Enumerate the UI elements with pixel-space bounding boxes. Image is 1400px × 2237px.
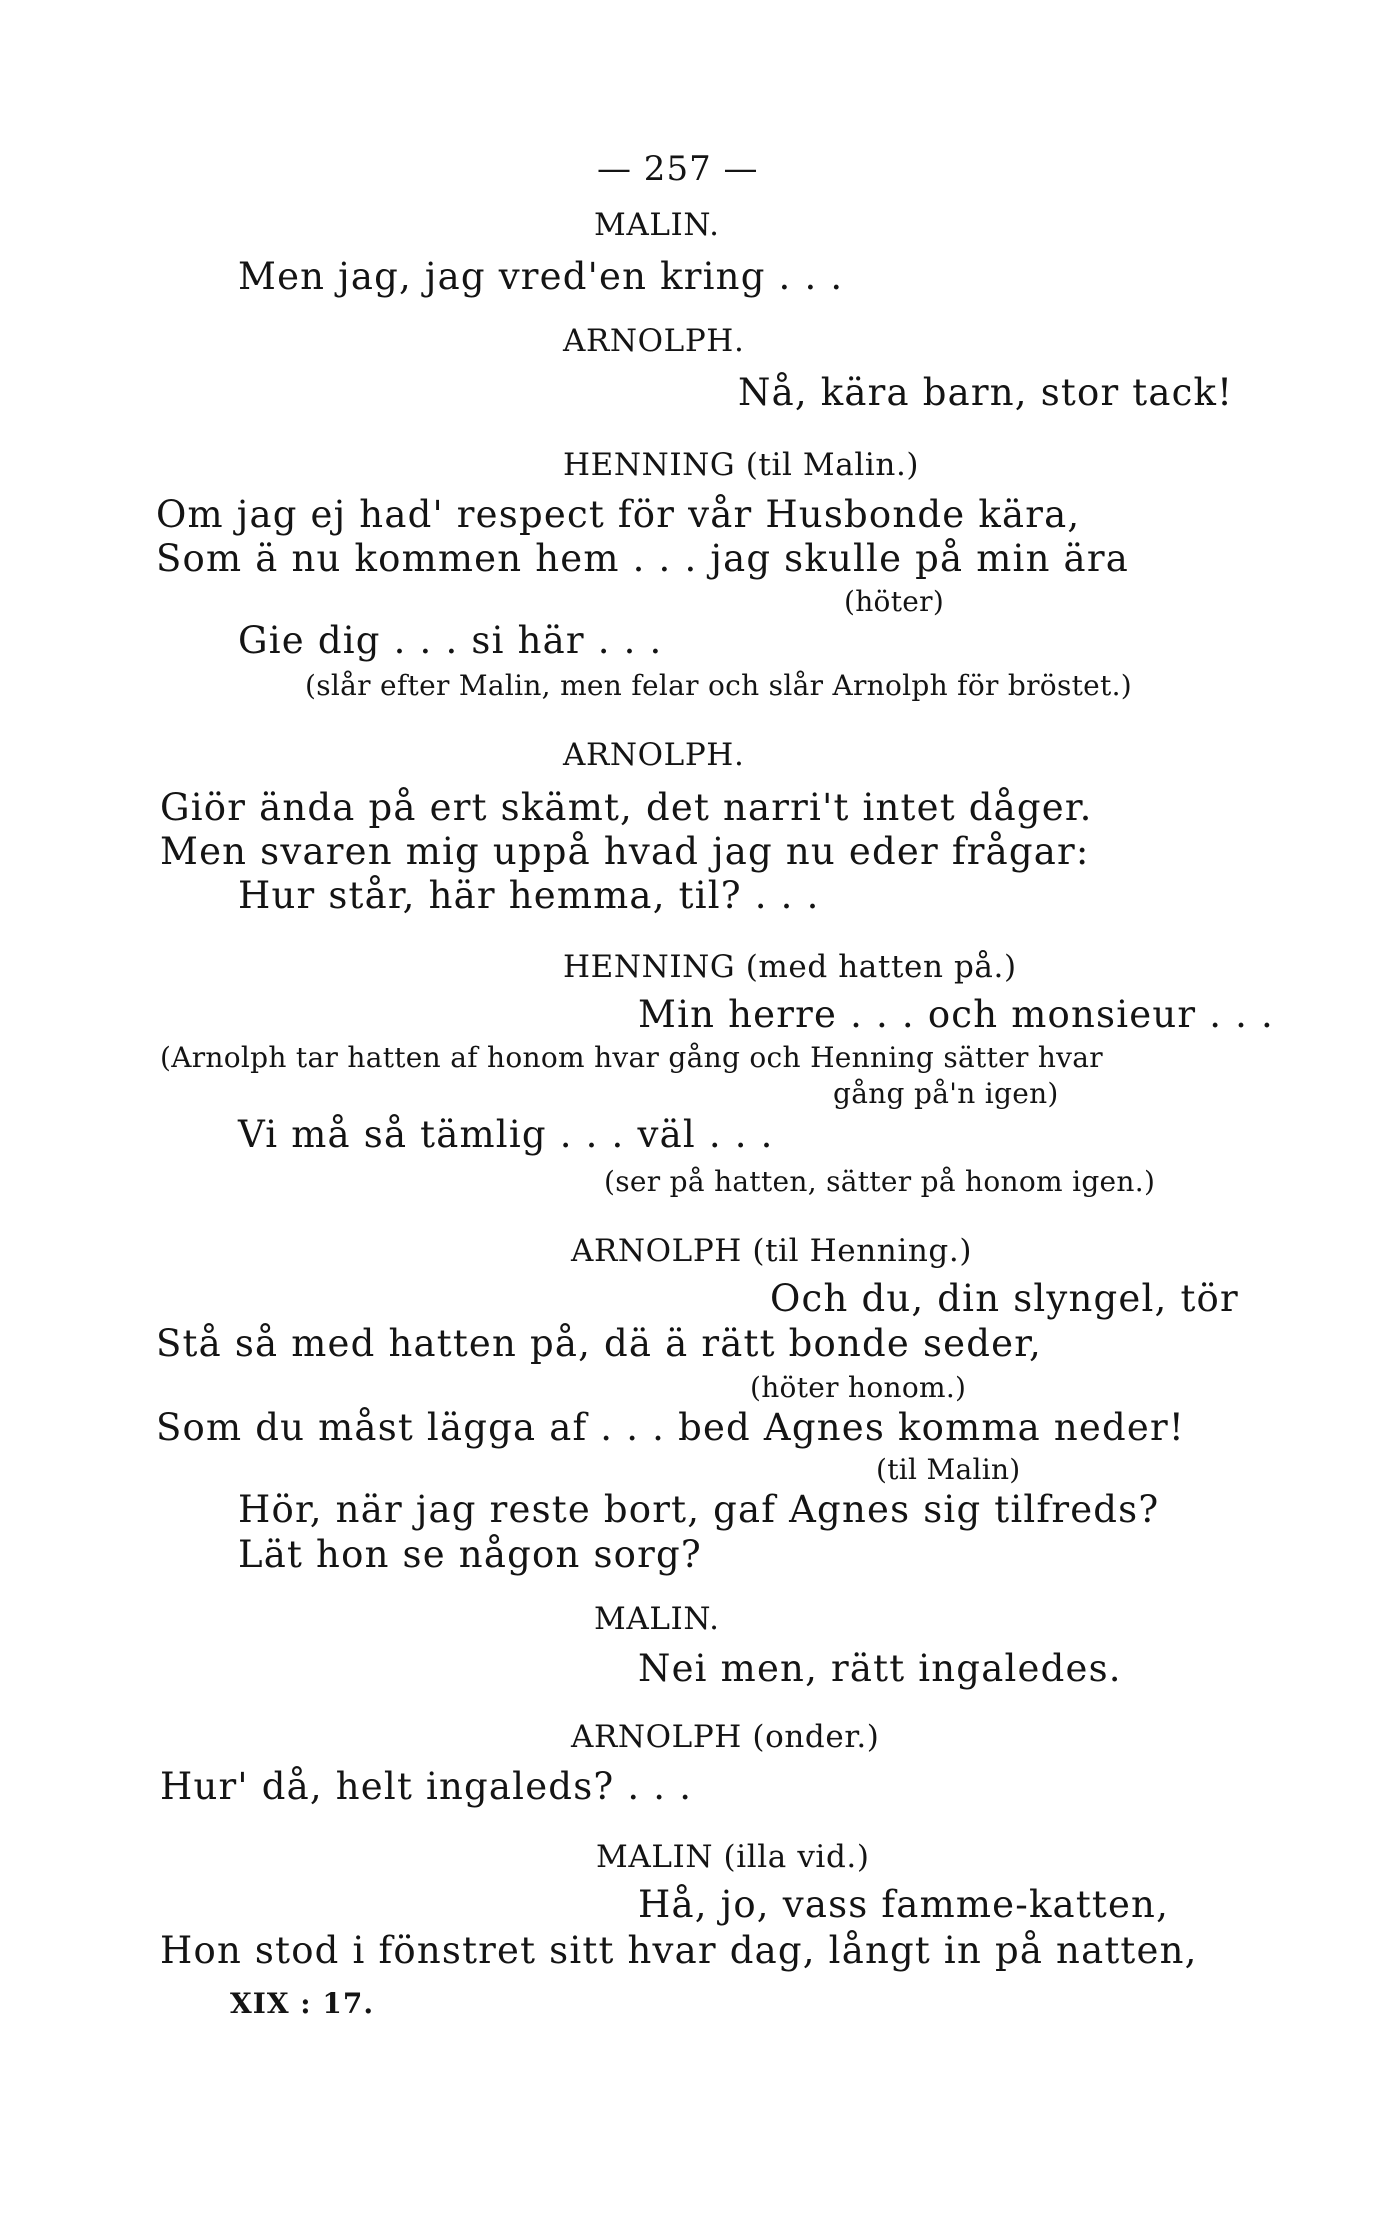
- verse-line: Gie dig . . . si här . . .: [238, 619, 663, 662]
- verse-line: Lät hon se någon sorg?: [238, 1533, 702, 1576]
- speaker-heading: ARNOLPH.: [563, 737, 745, 773]
- verse-line: Giör ända på ert skämt, det narri't intet dåger.: [160, 786, 1093, 829]
- verse-line: Hör, när jag reste bort, gaf Agnes sig tilfreds?: [238, 1488, 1160, 1531]
- verse-line: Vi må så tämlig . . . väl . . .: [238, 1113, 774, 1156]
- stage-direction: (ser på hatten, sätter på honom igen.): [604, 1165, 1156, 1198]
- speaker-heading: HENNING (til Malin.): [563, 447, 920, 483]
- verse-line: Som ä nu kommen hem . . . jag skulle på min ära: [156, 537, 1129, 580]
- verse-line: Men svaren mig uppå hvad jag nu eder frågar:: [160, 830, 1090, 873]
- speaker-heading: MALIN.: [594, 1601, 720, 1637]
- verse-line: Om jag ej had' respect för vår Husbonde kära,: [156, 493, 1081, 536]
- verse-line: Hå, jo, vass famme-katten,: [638, 1883, 1170, 1926]
- page-number: — 257 —: [597, 149, 759, 189]
- speaker-heading: ARNOLPH (onder.): [571, 1719, 880, 1755]
- verse-line: Nå, kära barn, stor tack!: [738, 371, 1234, 414]
- stage-direction: (slår efter Malin, men felar och slår Arnolph för bröstet.): [305, 669, 1133, 702]
- verse-line: Men jag, jag vred'en kring . . .: [238, 255, 844, 298]
- verse-line: Nei men, rätt ingaledes.: [638, 1647, 1122, 1690]
- verse-line: Som du måst lägga af . . . bed Agnes komma neder!: [156, 1406, 1185, 1449]
- speaker-heading: ARNOLPH.: [563, 323, 745, 359]
- verse-line: Stå så med hatten på, dä ä rätt bonde seder,: [156, 1322, 1043, 1365]
- stage-direction: (höter): [844, 585, 945, 618]
- stage-direction: (til Malin): [876, 1453, 1021, 1486]
- verse-line: Min herre . . . och monsieur . . .: [638, 993, 1275, 1036]
- verse-line: Hur står, här hemma, til? . . .: [238, 874, 820, 917]
- printer-signature: XIX : 17.: [230, 1987, 375, 2020]
- stage-direction: (Arnolph tar hatten af honom hvar gång och Henning sätter hvar: [160, 1041, 1103, 1074]
- speaker-heading: ARNOLPH (til Henning.): [571, 1233, 973, 1269]
- verse-line: Hur' då, helt ingaleds? . . .: [160, 1765, 693, 1808]
- verse-line: Hon stod i fönstret sitt hvar dag, långt in på natten,: [160, 1929, 1198, 1972]
- stage-direction: gång på'n igen): [833, 1077, 1059, 1110]
- stage-direction: (höter honom.): [750, 1371, 967, 1404]
- speaker-heading: HENNING (med hatten på.): [563, 949, 1017, 985]
- verse-line: Och du, din slyngel, tör: [770, 1277, 1239, 1320]
- speaker-heading: MALIN (illa vid.): [596, 1839, 870, 1875]
- speaker-heading: MALIN.: [594, 207, 720, 243]
